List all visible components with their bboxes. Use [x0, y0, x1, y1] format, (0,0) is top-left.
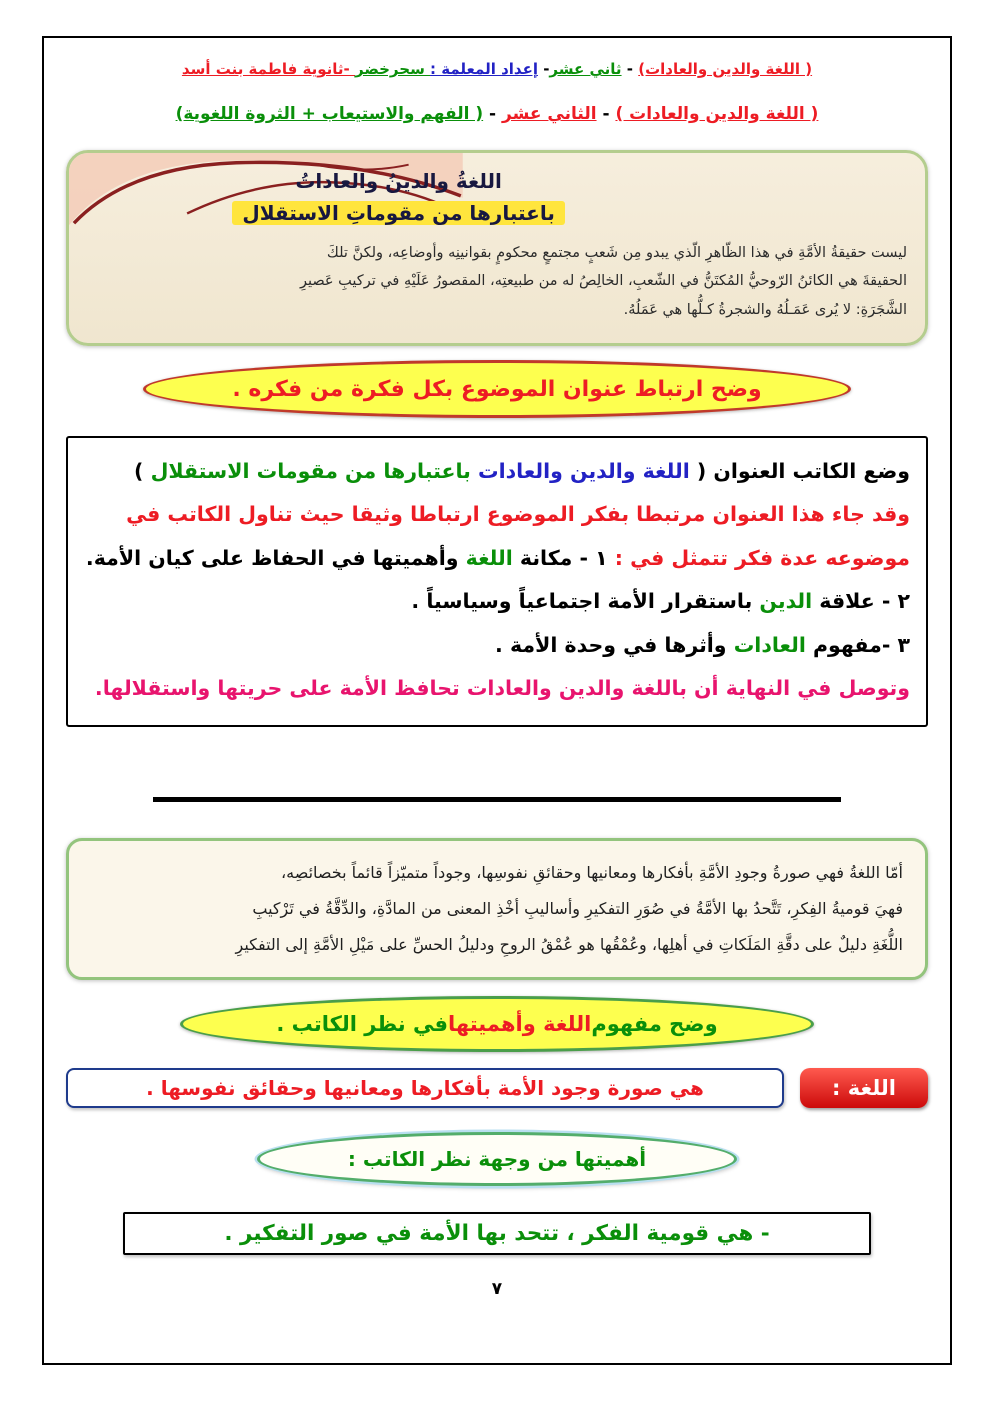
text-segment: -: [483, 104, 503, 124]
analysis-answer-box: [66, 436, 928, 727]
text-segment: ٢ - علاقة: [812, 589, 910, 614]
page-border-frame: [42, 36, 952, 1365]
scanned-text-line: الشَّجَرَةِ: لا يُرى عَمَـلُهُ والشجرةُ كـلُّها هي عَمَلُهُ.: [623, 301, 907, 318]
importance-answer-box: [123, 1212, 871, 1255]
text-segment: باستقرار الأمة اجتماعياً وسياسياً .: [411, 589, 760, 614]
text-segment: العادات: [733, 632, 806, 657]
analysis-line: [84, 450, 910, 493]
text-segment: وضح مفهوم: [591, 1011, 718, 1036]
scanned-text-line: الحقيقةَ هي الكائنُ الرّوحيُّ المُكتَنُّ في الشّعبِ، الخالِصُ له من طبيعتِه، المقصورُ عَلَيْهِ في تركيبِ عَصيرِ: [299, 273, 907, 290]
text-segment: -: [537, 60, 550, 78]
text-segment: اللغة: [465, 545, 513, 570]
scanned-text-block-2: [66, 838, 928, 980]
prompt-1-text: وضح ارتباط عنوان الموضوع بكل فكرة من فكره .: [232, 376, 762, 402]
prompt-ellipse-1: [143, 360, 851, 418]
analysis-line: [84, 493, 910, 536]
analysis-line: [84, 580, 910, 623]
text-segment: ( اللغة والدين والعادات): [638, 60, 813, 78]
text-segment: وأثرها في وحدة الأمة .: [495, 632, 734, 657]
text-segment: ثاني عشر: [549, 60, 622, 78]
text-segment: ): [134, 459, 151, 483]
definition-row: [66, 1068, 928, 1108]
scanned-text-line: اللُّغَةِ دليلٌ على دقَّةِ المَلَكاتِ في أهلِها، وعُمْقُها هو عُمْقُ الروحِ ودليلُ الحسِّ على مَيْلِ الأمَّةِ إلى التفكيرِ: [235, 934, 903, 954]
text-segment: الدين: [759, 589, 813, 614]
text-segment: وضع الكاتب العنوان (: [689, 459, 910, 483]
text-segment: وتوصل في النهاية أن باللغة والدين والعادات تحافظ الأمة على حريتها واستقلالها.: [94, 676, 910, 701]
term-chip: [800, 1068, 928, 1108]
text-segment: سحرخضر: [355, 60, 431, 78]
importance-answer-text: - هي قومية الفكر ، تتحد بها الأمة في صور التفكير .: [224, 1220, 770, 1246]
definition-answer-box: [66, 1068, 784, 1108]
text-segment: -: [596, 104, 616, 124]
header-line-2: [64, 104, 930, 124]
definition-answer-text: هي صورة وجود الأمة بأفكارها ومعانيها وحقائق نفوسها .: [146, 1075, 704, 1100]
text-segment: ( الفهم والاستيعاب + الثروة اللغوية): [175, 104, 484, 124]
analysis-line: [84, 624, 910, 667]
text-segment: في نظر الكاتب .: [276, 1011, 448, 1036]
analysis-line: [84, 667, 910, 710]
scanned-text-block-1: [66, 150, 928, 346]
prompt-ellipse-2: [180, 996, 814, 1052]
lesson-title-line-2-highlight: باعتبارها من مقوماتِ الاستقلال: [232, 201, 565, 225]
lesson-title-line-1: اللغةُ والدينُ والعاداتُ: [295, 169, 502, 193]
text-segment: اللغة وأهميتها: [447, 1011, 592, 1036]
text-segment: اللغة والدين والعادات: [478, 459, 690, 483]
section-divider: [153, 797, 841, 802]
importance-heading-text: أهميتها من وجهة نظر الكاتب :: [347, 1146, 647, 1171]
text-segment: ( اللغة والدين والعادات ): [615, 104, 819, 124]
lesson-title: [218, 165, 579, 229]
text-segment: ١ - مكانة: [512, 545, 608, 570]
term-chip-label: اللغة :: [832, 1075, 896, 1100]
text-segment: إعداد المعلمة :: [430, 60, 538, 78]
text-segment: الثاني عشر: [502, 104, 597, 124]
page-content: [44, 38, 950, 1363]
text-segment: وأهميتها في الحفاظ على كيان الأمة.: [85, 545, 466, 570]
page-number: ٧: [491, 1278, 503, 1299]
importance-heading-ellipse: [257, 1132, 737, 1186]
analysis-line: [84, 537, 910, 580]
scanned-text-line: ليست حقيقةُ الأمَّةِ في هذا الظّاهرِ الّذي يبدو مِن شَعبٍ مجتمعٍ محكومٍ بقوانينِه وأوضاعِه، ولكنَّ تلكَ: [326, 245, 907, 261]
text-segment: -: [621, 60, 639, 78]
scanned-paragraph-1: [87, 239, 907, 324]
header-line-1: [64, 60, 930, 78]
text-segment: وقد جاء هذا العنوان مرتبطا بفكر الموضوع ارتباطا وثيقا حيث تناول الكاتب في: [126, 502, 910, 527]
scanned-text-line: فهيَ قوميةُ الفِكرِ، تَتَّحدُ بها الأمَّةُ في صُوَرِ التفكيرِ وأساليبِ أخْذِ المعنى من المادَّةِ، والدِّقَّةُ في تَرْكيبِ: [252, 898, 903, 918]
text-segment: موضوعه عدة فكر تتمثل في :: [607, 545, 910, 570]
text-segment: -ثانوية فاطمة بنت أسد: [181, 60, 355, 78]
scanned-text-line: أمّا اللغةُ فهي صورةُ وجودِ الأمَّةِ بأفكارها ومعانيها وحقائقِ نفوسِها، وجوداً متميّزاً قائماً بخصائصِه،: [280, 862, 903, 882]
text-segment: باعتبارها من مقومات الاستقلال: [150, 459, 479, 483]
text-segment: ٣ -مفهوم: [805, 632, 910, 657]
